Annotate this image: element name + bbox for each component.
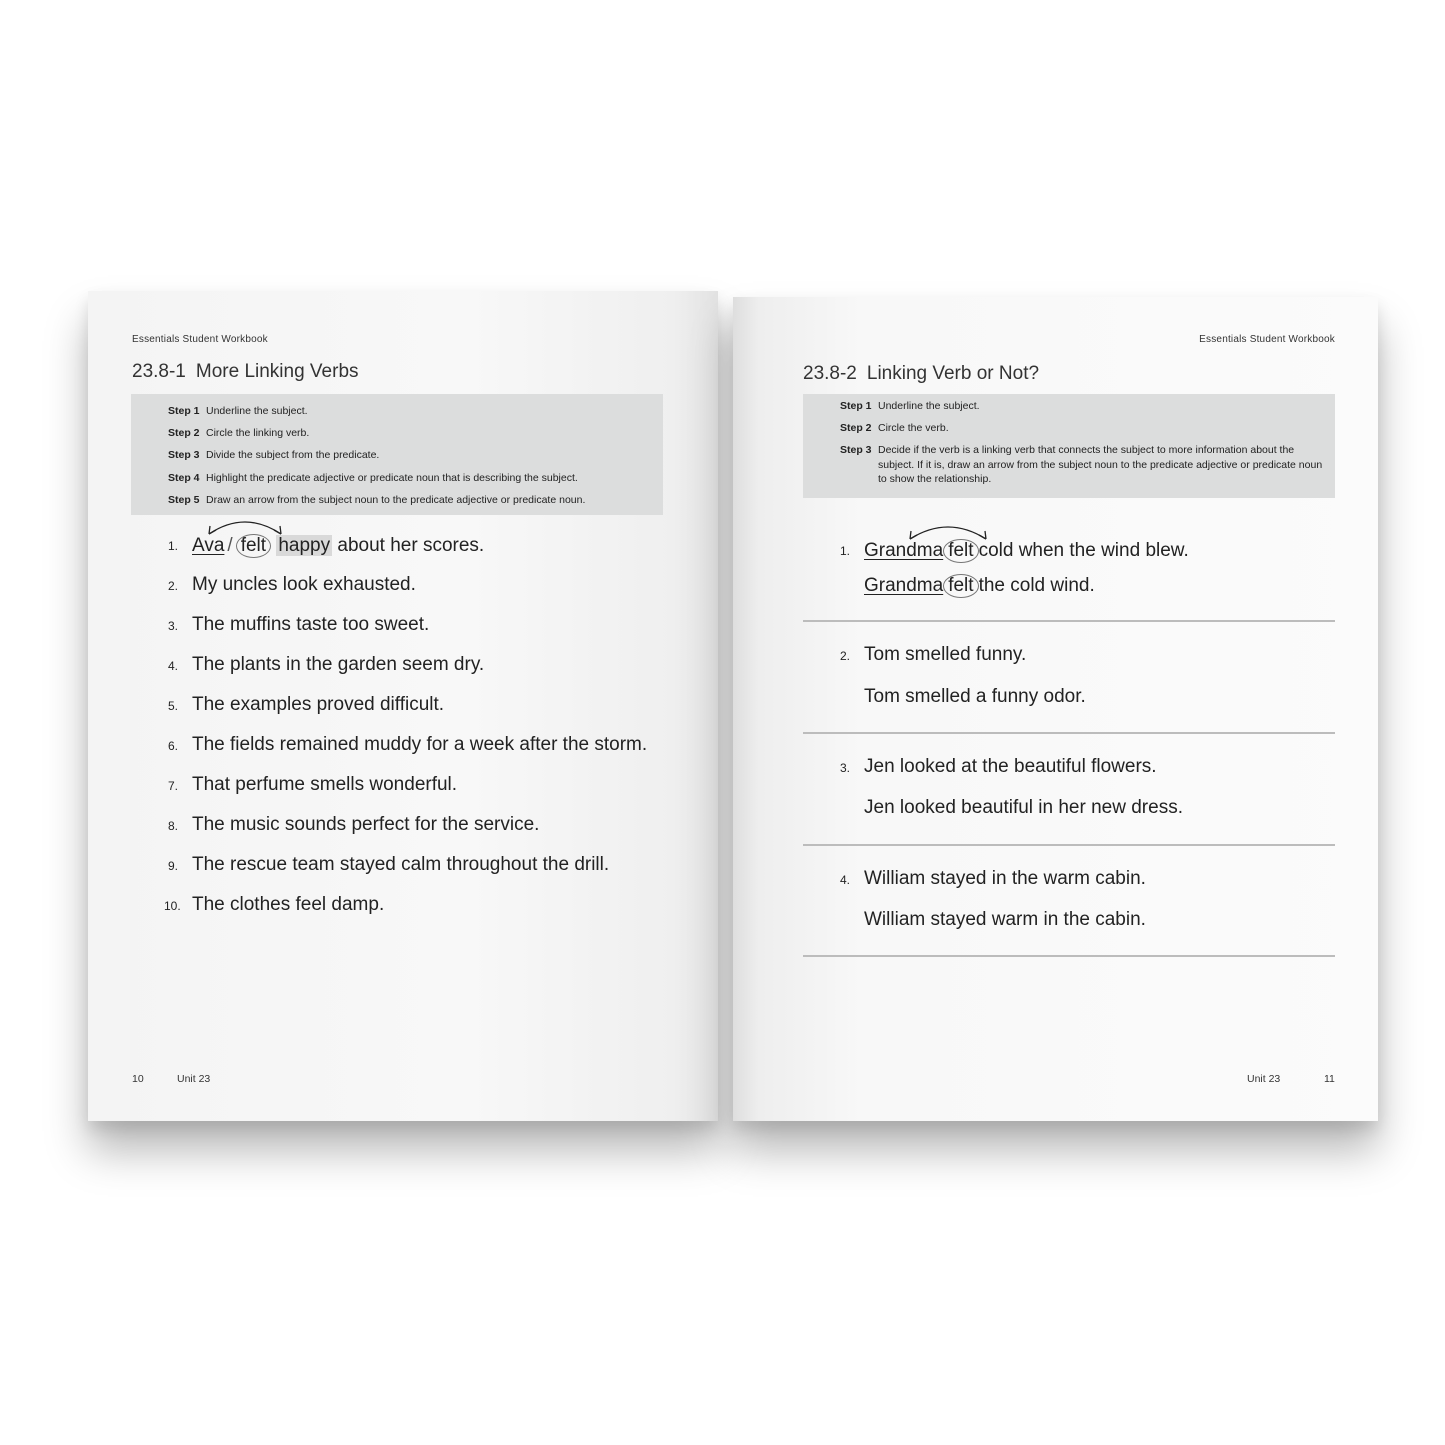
steps-box (131, 394, 663, 515)
step-2 (168, 426, 655, 441)
step-text: Underline the subject. (206, 405, 308, 417)
section-title-text: More Linking Verbs (195, 361, 359, 382)
steps-box (803, 394, 1335, 498)
item-number: 1. (840, 544, 851, 558)
item-number: 6. (168, 739, 179, 753)
item-text: Jen looked at the beautiful flowers. (864, 756, 1157, 777)
list-item (168, 814, 540, 836)
item-number: 10. (164, 899, 181, 913)
step-text: Divide the subject from the predicate. (206, 449, 380, 461)
item-number: 1. (168, 539, 179, 553)
item-number: 2. (168, 579, 179, 593)
divider-rule (803, 955, 1335, 957)
step-2 (840, 421, 1327, 436)
item-text: The music sounds perfect for the service. (192, 814, 540, 835)
page-number: 10 (132, 1073, 144, 1085)
step-label: Step 1 (840, 400, 872, 412)
subject-underlined: Ava (192, 535, 225, 556)
running-head: Essentials Student Workbook (1199, 334, 1335, 345)
right-page (733, 297, 1378, 1121)
item-text: Tom smelled a funny odor. (864, 686, 1086, 707)
item-number: 4. (168, 659, 179, 673)
list-item (168, 734, 648, 756)
item-number: 5. (168, 699, 179, 713)
step-label: Step 2 (168, 427, 200, 439)
step-text: Highlight the predicate adjective or predicate noun that is describing the subject. (206, 472, 578, 484)
item-text: Tom smelled funny. (864, 644, 1027, 665)
item-text: Jen looked beautiful in her new dress. (864, 797, 1183, 818)
step-text: Circle the verb. (878, 422, 949, 434)
verb-circled: felt (236, 534, 271, 558)
divider-rule (803, 732, 1335, 734)
item-text: The rescue team stayed calm throughout the drill. (192, 854, 610, 875)
item-text: The examples proved difficult. (192, 694, 445, 715)
step-4 (168, 471, 655, 486)
sentence-rest: the cold wind. (978, 575, 1095, 596)
item-number: 4. (840, 873, 851, 887)
item-text: That perfume smells wonderful. (192, 774, 458, 795)
list-item (168, 694, 445, 716)
step-label: Step 1 (168, 405, 200, 417)
step-label: Step 2 (840, 422, 872, 434)
list-item (164, 894, 385, 916)
predicate-highlighted: happy (278, 535, 331, 556)
divider: / (227, 535, 233, 556)
divider-rule (803, 844, 1335, 846)
verb-circled: felt (943, 539, 978, 563)
list-item (840, 644, 1027, 666)
section-title (803, 363, 1039, 385)
step-text: Decide if the verb is a linking verb that connects the subject to more information about the subject. If it is, draw an arrow from the subject noun to the predicate adjective or predicate noun to show the relationship. (878, 444, 1323, 485)
list-item (168, 854, 610, 876)
list-item (840, 868, 1146, 890)
item-number: 3. (840, 761, 851, 775)
item-text: William stayed in the warm cabin. (864, 868, 1146, 889)
list-item (168, 574, 416, 596)
list-item (864, 797, 1183, 819)
step-text: Draw an arrow from the subject noun to the predicate adjective or predicate noun. (206, 494, 586, 506)
section-title-text: Linking Verb or Not? (866, 363, 1040, 384)
section-number: 23.8-2 (803, 363, 857, 384)
list-item (168, 654, 485, 676)
example-line-2 (864, 574, 1095, 598)
verb-circled: felt (943, 574, 978, 598)
section-title (132, 361, 359, 383)
step-text: Underline the subject. (878, 400, 980, 412)
sentence-rest: cold when the wind blew. (978, 540, 1189, 561)
step-3 (840, 443, 1327, 487)
list-item (168, 774, 458, 796)
item-number: 2. (840, 649, 851, 663)
subject-underlined: Grandma (864, 575, 944, 596)
step-label: Step 5 (168, 494, 200, 506)
item-text: The clothes feel damp. (192, 894, 385, 915)
example-item (168, 534, 485, 558)
step-label: Step 4 (168, 472, 200, 484)
item-text: William stayed warm in the cabin. (864, 909, 1146, 930)
item-text: The plants in the garden seem dry. (192, 654, 485, 675)
list-item (840, 756, 1157, 778)
item-number: 9. (168, 859, 179, 873)
step-label: Step 3 (168, 449, 200, 461)
item-text: My uncles look exhausted. (192, 574, 416, 595)
list-item (168, 614, 430, 636)
list-item (864, 686, 1086, 708)
item-text: The fields remained muddy for a week after the storm. (192, 734, 648, 755)
sentence-rest: about her scores. (337, 535, 485, 556)
section-number: 23.8-1 (132, 361, 186, 382)
left-page (88, 291, 718, 1121)
item-number: 3. (168, 619, 179, 633)
step-text: Circle the linking verb. (206, 427, 310, 439)
step-5 (168, 493, 655, 508)
divider-rule (803, 620, 1335, 622)
unit-label: Unit 23 (177, 1073, 211, 1085)
step-3 (168, 448, 655, 463)
list-item (864, 909, 1146, 931)
unit-label: Unit 23 (1247, 1073, 1281, 1085)
step-1 (840, 399, 1327, 414)
subject-underlined: Grandma (864, 540, 944, 561)
running-head: Essentials Student Workbook (132, 334, 268, 345)
page-number: 11 (1324, 1073, 1335, 1085)
step-1 (168, 404, 655, 419)
item-number: 8. (168, 819, 179, 833)
item-text: The muffins taste too sweet. (192, 614, 430, 635)
item-number: 7. (168, 779, 179, 793)
example-line-1 (840, 539, 1189, 563)
step-label: Step 3 (840, 444, 872, 456)
